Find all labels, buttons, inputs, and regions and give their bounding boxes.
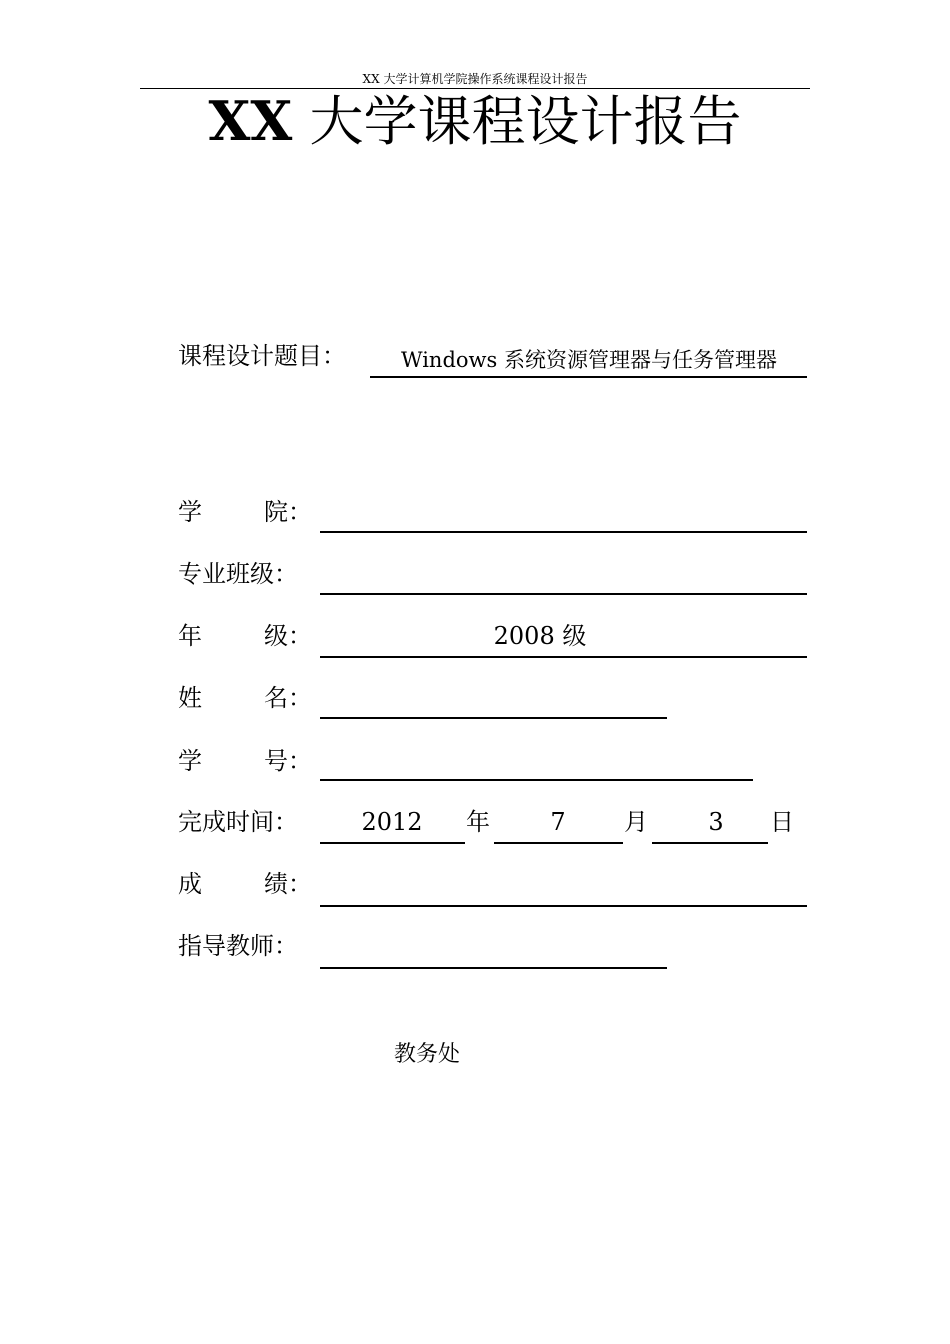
completion-day: 3 (708, 808, 724, 836)
student-id-label (178, 745, 312, 777)
report-title (140, 88, 810, 155)
score-label-b: 绩： (264, 870, 312, 898)
topic-label: 课程设计题目： (178, 342, 346, 370)
student-id-label-a: 学 (178, 747, 202, 775)
grade-underline (320, 656, 807, 658)
name-underline (320, 717, 667, 719)
college-label-b: 院： (264, 498, 312, 526)
college-underline (320, 531, 807, 533)
topic-value-rest: 系统资源管理器与任务管理器 (497, 348, 777, 372)
student-id-label-b: 号： (264, 747, 312, 775)
score-label-a: 成 (178, 870, 202, 898)
completion-month: 7 (550, 808, 566, 836)
name-label-b: 名： (264, 684, 312, 712)
name-label-a: 姓 (178, 684, 202, 712)
topic-value (372, 345, 806, 375)
month-unit: 月 (624, 808, 648, 836)
grade-label-a: 年 (178, 622, 202, 650)
academic-affairs-office: 教务处 (394, 1042, 461, 1067)
report-title-rest: 大学课程设计报告 (292, 90, 742, 153)
major-underline (320, 593, 807, 595)
score-label (178, 868, 312, 900)
grade-label-b: 级： (264, 622, 312, 650)
topic-underline (370, 376, 807, 378)
score-underline (320, 905, 807, 907)
running-header: XX 大学计算机学院操作系统课程设计报告 (362, 72, 588, 86)
college-label-a: 学 (178, 498, 202, 526)
major-label: 专业班级： (178, 560, 298, 588)
month-underline (494, 842, 623, 844)
day-underline (652, 842, 768, 844)
completion-year: 2012 (361, 808, 423, 836)
grade-value: 2008 级 (493, 622, 587, 650)
college-label (178, 496, 312, 528)
year-unit: 年 (466, 808, 490, 836)
student-id-underline (320, 779, 753, 781)
advisor-underline (320, 967, 667, 969)
topic-value-latin: Windows (401, 348, 498, 372)
completion-label: 完成时间： (178, 808, 298, 836)
advisor-label: 指导教师： (178, 932, 298, 960)
year-underline (320, 842, 465, 844)
day-unit: 日 (770, 808, 794, 836)
report-title-latin: XX (208, 89, 293, 153)
grade-label (178, 620, 312, 652)
name-label (178, 682, 312, 714)
